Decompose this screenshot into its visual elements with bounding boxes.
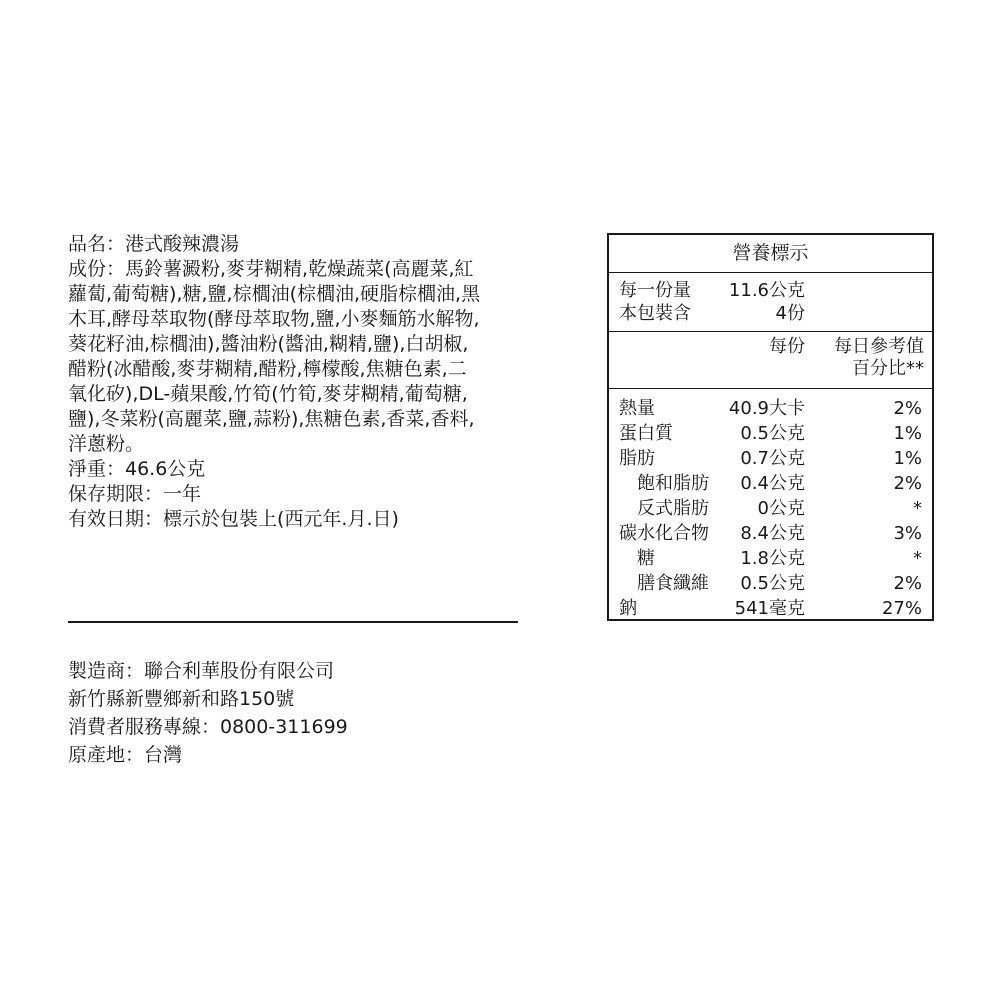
nutrient-daily-percent: 2%: [893, 473, 922, 494]
nutrient-amount: 0.4公克: [740, 473, 805, 494]
ingredients-line: 蘿蔔,葡萄糖),糖,鹽,棕櫚油(棕櫚油,硬脂棕櫚油,黑: [68, 283, 481, 305]
nutrient-name: 碳水化合物: [619, 523, 709, 544]
nutrient-row: [609, 571, 932, 596]
nutrient-name: 熱量: [619, 398, 655, 419]
serving-size-value: 11.6公克: [728, 280, 805, 301]
servings-value: 4份: [775, 303, 805, 324]
expiry-date-line: 有效日期：標示於包裝上(西元年.月.日): [68, 508, 399, 530]
nutrition-title: 營養標示: [609, 235, 932, 273]
daily-value-header-line2: 百分比**: [852, 358, 924, 379]
servings-label: 本包裝含: [619, 303, 691, 324]
per-serving-header: 每份: [769, 336, 805, 357]
nutrient-amount: 1.8公克: [740, 548, 805, 569]
nutrient-row: [609, 471, 932, 496]
nutrient-amount: 0.7公克: [740, 448, 805, 469]
nutrient-name: 蛋白質: [619, 423, 673, 444]
nutrient-row: [609, 496, 932, 521]
nutrient-amount: 0公克: [757, 498, 805, 519]
ingredients-line: 醋粉(冰醋酸,麥芽糊精,醋粉,檸檬酸,焦糖色素,二: [68, 358, 467, 380]
nutrient-daily-percent: 27%: [881, 598, 922, 619]
manufacturer-info: [68, 657, 520, 769]
nutrient-rows: [609, 389, 932, 621]
nutrient-daily-percent: 2%: [893, 573, 922, 594]
ingredients-line: 氧化矽),DL-蘋果酸,竹筍(竹筍,麥芽糊精,葡萄糖,: [68, 383, 468, 405]
nutrient-name: 糖: [637, 548, 655, 569]
ingredients-line: 洋蔥粉。: [68, 433, 145, 455]
ingredients-line: 成份：馬鈴薯澱粉,麥芽糊精,乾燥蔬菜(高麗菜,紅: [68, 258, 474, 280]
nutrient-amount: 8.4公克: [740, 523, 805, 544]
nutrient-row: [609, 396, 932, 421]
daily-value-header: [834, 336, 924, 380]
nutrient-daily-percent: *: [913, 498, 922, 519]
ingredients-line: 葵花籽油,棕櫚油),醬油粉(醬油,糊精,鹽),白胡椒,: [68, 333, 469, 355]
nutrient-row: [609, 546, 932, 571]
nutrient-name: 膳食纖維: [637, 573, 709, 594]
daily-value-header-line1: 每日參考值: [834, 336, 924, 357]
manufacturer-address-line: 新竹縣新豐鄉新和路150號: [68, 688, 295, 710]
nutrient-amount: 541毫克: [734, 598, 805, 619]
nutrient-name: 飽和脂肪: [637, 473, 709, 494]
net-weight-line: 淨重：46.6公克: [68, 458, 206, 480]
nutrient-amount: 0.5公克: [740, 573, 805, 594]
nutrient-amount: 40.9大卡: [728, 398, 805, 419]
product-info: [68, 232, 520, 532]
ingredients-line: 木耳,酵母萃取物(酵母萃取物,鹽,小麥麵筋水解物,: [68, 308, 480, 330]
nutrient-daily-percent: 1%: [893, 448, 922, 469]
manufacturer-name-line: 製造商：聯合利華股份有限公司: [68, 660, 335, 682]
nutrient-name: 脂肪: [619, 448, 655, 469]
nutrient-name: 鈉: [619, 598, 637, 619]
serving-size-label: 每一份量: [619, 280, 691, 301]
nutrient-daily-percent: 3%: [893, 523, 922, 544]
ingredients-line: 鹽),冬菜粉(高麗菜,鹽,蒜粉),焦糖色素,香菜,香料,: [68, 408, 475, 430]
nutrient-daily-percent: 2%: [893, 398, 922, 419]
nutrient-row: [609, 596, 932, 621]
nutrient-daily-percent: 1%: [893, 423, 922, 444]
origin-line: 原產地：台灣: [68, 744, 183, 766]
nutrient-row: [609, 421, 932, 446]
nutrient-name: 反式脂肪: [637, 498, 709, 519]
nutrient-row: [609, 446, 932, 471]
shelf-life-line: 保存期限：一年: [68, 483, 202, 505]
nutrition-facts-table: [607, 233, 934, 621]
product-name-line: 品名：港式酸辣濃湯: [68, 233, 240, 255]
nutrient-daily-percent: *: [913, 548, 922, 569]
section-divider: [68, 621, 518, 623]
column-headers: [609, 332, 932, 389]
nutrient-row: [609, 521, 932, 546]
service-hotline-line: 消費者服務專線：0800-311699: [68, 716, 348, 738]
nutrient-amount: 0.5公克: [740, 423, 805, 444]
serving-info: [609, 273, 932, 332]
